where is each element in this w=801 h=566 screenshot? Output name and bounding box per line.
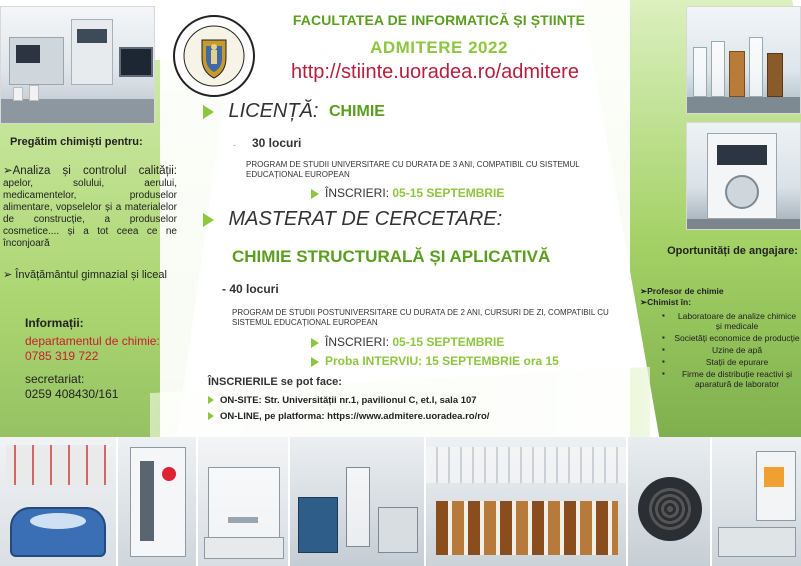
- masterat-heading: MASTERAT DE CERCETARE:: [228, 208, 503, 230]
- licenta-dash: -: [233, 140, 236, 150]
- info-department-phone: 0785 319 722: [25, 349, 99, 363]
- info-secretariat: secretariat:: [25, 372, 85, 386]
- centrifuge-photo: [0, 437, 118, 566]
- prepare-item-quality-text: apelor, solului, aerului, medicamentelor, produselor alimentare, vopselelor și a materialelor de construcție, a produselor cosmetice.... și a tot ceea ce ne înconjoară: [3, 178, 177, 249]
- onsite-label: ON-SITE:: [220, 395, 262, 406]
- info-title: Informații:: [25, 316, 84, 330]
- licenta-enroll-dates: 05-15 SEPTEMBRIE: [392, 186, 505, 200]
- online-platform-link[interactable]: pe platforma: https://www.admitere.uoradea.ro/ro/: [264, 411, 490, 422]
- balance-photo: [198, 437, 290, 566]
- arrow-bullet-icon: [311, 357, 319, 367]
- onsite-address: Str. Universității nr.1, pavilionul C, et.I, sala 107: [264, 395, 477, 406]
- analyzer-photo: [686, 122, 801, 230]
- licenta-program: CHIMIE: [328, 102, 385, 120]
- licenta-description: PROGRAM DE STUDII UNIVERSITARE CU DURATA DE 3 ANI, COMPATIBIL CU SISTEMUL EDUCAȚIONAL EUROPEAN: [246, 160, 580, 179]
- arrow-bullet-icon: [203, 213, 214, 227]
- list-item: ▪ Uzine de apă: [662, 345, 800, 355]
- masterat-enroll-dates: 05-15 SEPTEMBRIE: [392, 335, 505, 349]
- licenta-enroll-label: ÎNSCRIERI: [325, 186, 386, 200]
- glassware-photo: [686, 6, 801, 114]
- prepare-item-quality-lead: ➢Analiza și controlul calității:: [3, 165, 177, 177]
- reactor-photo: [290, 437, 426, 566]
- opportunity-chemist: ➢Chimist în:: [640, 297, 692, 307]
- list-item: ▪ Firme de distribuție reactivi și aparatură de laborator: [662, 369, 800, 389]
- lab-instrument-photo: [0, 6, 155, 124]
- prepare-title: Pregătim chimiști pentru:: [10, 136, 143, 148]
- info-department: departamentul de chimie:: [25, 334, 160, 348]
- opportunities-list: [662, 311, 800, 391]
- admission-url[interactable]: http://stiinte.uoradea.ro/admitere: [291, 61, 579, 83]
- masterat-heading-row: [203, 208, 502, 231]
- admission-title: ADMITERE 2022: [370, 38, 508, 57]
- gas-chromatograph-photo: [118, 437, 198, 566]
- arrow-bullet-icon: [208, 396, 214, 404]
- faculty-name: FACULTATEA DE INFORMATICĂ ȘI ȘTIINȚE: [292, 12, 586, 28]
- licenta-heading-row: [203, 100, 385, 123]
- licenta-seats: 30 locuri: [252, 136, 302, 150]
- masterat-program: CHIMIE STRUCTURALĂ ȘI APLICATIVĂ: [232, 247, 551, 266]
- enrollment-title: ÎNSCRIERILE se pot face:: [208, 376, 342, 388]
- list-item: ▪ Laboratoare de analize chimice și medicale: [662, 311, 800, 331]
- reagent-bottles-photo: [426, 437, 628, 566]
- university-seal-logo: [172, 14, 256, 98]
- arrow-bullet-icon: [203, 105, 214, 119]
- arrow-bullet-icon: [311, 338, 319, 348]
- info-secretariat-phone: 0259 408430/161: [25, 387, 119, 401]
- opportunity-teacher: ➢Profesor de chimie: [640, 286, 724, 296]
- licenta-enrollment: ÎNSCRIERI: 05-15 SEPTEMBRIE: [311, 186, 504, 200]
- masterat-description: PROGRAM DE STUDII POSTUNIVERSITARE CU DURATA DE 2 ANI, CURSURI DE ZI, COMPATIBIL CU SISTEMUL EDUCAȚIONAL EUROPEAN: [232, 308, 609, 327]
- enrollment-onsite: [208, 395, 477, 406]
- licenta-heading: LICENȚĂ:: [228, 100, 319, 122]
- spectrometer-photo: [712, 437, 801, 566]
- autosampler-photo: [628, 437, 712, 566]
- arrow-bullet-icon: [208, 412, 214, 420]
- masterat-seats: - 40 locuri: [222, 282, 279, 296]
- arrow-bullet-icon: [311, 189, 319, 199]
- opportunities-title: Oportunități de angajare:: [667, 245, 798, 257]
- enrollment-online: [208, 411, 489, 422]
- prepare-item-education: ➢ Învățământul gimnazial și liceal: [3, 269, 167, 281]
- list-item: ▪ Stații de epurare: [662, 357, 800, 367]
- masterat-enrollment: ÎNSCRIERI: 05-15 SEPTEMBRIE: [311, 335, 504, 349]
- list-item: ▪ Societăți economice de producție: [662, 333, 800, 343]
- prepare-item-quality: [3, 165, 177, 250]
- masterat-interview: Proba INTERVIU: 15 SEPTEMBRIE ora 15: [311, 354, 559, 368]
- online-label: ON-LINE,: [220, 411, 262, 422]
- masterat-enroll-label: ÎNSCRIERI: [325, 335, 386, 349]
